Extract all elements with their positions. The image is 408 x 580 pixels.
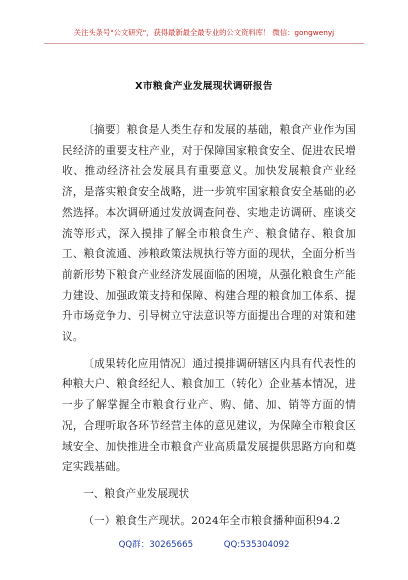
footer-contact <box>0 538 408 550</box>
section-heading: 一、粮食产业发展现状 <box>83 487 190 500</box>
header-divider <box>44 43 364 44</box>
document-body <box>62 120 356 537</box>
abstract-paragraph: 〔摘要〕粮食是人类生存和发展的基础，粮食产业作为国民经济的重要支柱产业，对于保障国家粮食安全、促进农民增收、推动经济社会发展具有重要意义。加快发展粮食产业经济，是落实粮食安全战略，进一步筑牢国家粮食安全基础的必然选择。本次调研通过发放调查问卷、实地走访调研、座谈交流等形式，深入摸排了解全市粮食生产、粮食储存、粮食加工、粮食流通、涉粮政策法规执行等方面的现状，全面分析当前新形势下粮食产业经济发展面临的困境，从强化粮食生产能力建设、加强政策支持和保障、构建合理的粮食加工体系、提升市场竞争力、引导树立守法意识等方面提出合理的对策和建议。 <box>62 124 356 344</box>
footer-qq: QQ:535304092 <box>223 540 290 550</box>
footer-qq-group: QQ群：30265665 <box>118 540 194 550</box>
document-title: X市粮食产业发展现状调研报告 <box>135 81 273 92</box>
header-banner: 关注头条号"公文研究"，获得最新最全最专业的公文资料库！ 微信：gongwenyj <box>73 28 335 37</box>
results-paragraph: 〔成果转化应用情况〕通过摸排调研辖区内具有代表性的种粮大户、粮食经纪人、粮食加工（转化）企业基本情况，进一步了解掌握全市粮食行业产、购、储、加、销等方面的情况，合理听取各环节经营主体的意见建议，为保障全市粮食区域安全、加快推进全市粮食产业高质量发展提供思路方向和奠定实践基础。 <box>62 357 356 474</box>
subsection-paragraph: （一）粮食生产现状。2024年全市粮食播种面积94.2 <box>83 514 341 527</box>
